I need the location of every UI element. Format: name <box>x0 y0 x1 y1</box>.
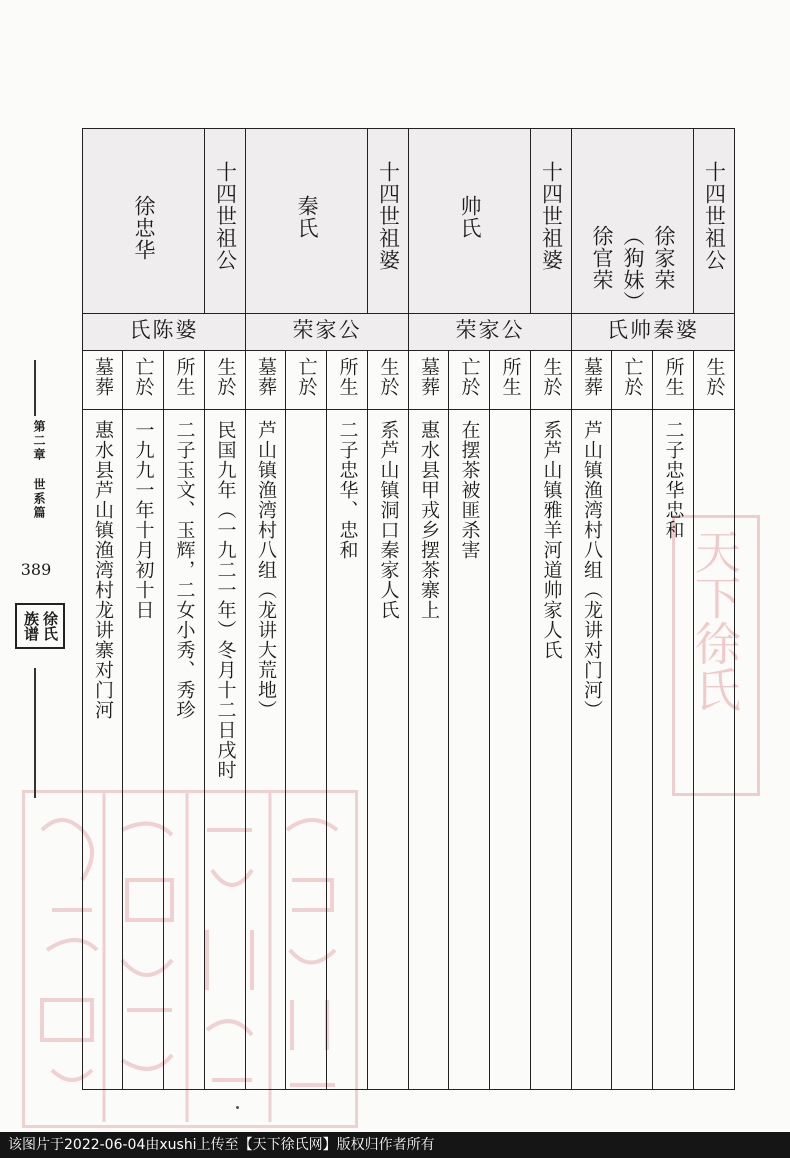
field-label-text: 生於 <box>540 357 563 397</box>
field-label <box>286 351 327 410</box>
watermark-text: 天下徐氏 <box>688 528 742 712</box>
field-label <box>694 351 735 410</box>
field-label <box>653 351 694 410</box>
burial-value: 惠水县甲戎乡摆茶寨上 <box>418 420 441 620</box>
chapter-title: 第二章 世系篇 <box>32 420 46 520</box>
generation-label: 十四世祖婆 <box>539 161 564 271</box>
field-value <box>612 410 653 1090</box>
field-label <box>490 351 531 410</box>
field-label <box>612 351 653 410</box>
member-name-cell <box>409 129 531 314</box>
field-value <box>531 410 572 1090</box>
field-label <box>531 351 572 410</box>
burial-value: 惠水县芦山镇渔湾村龙讲寨对门河 <box>92 420 114 720</box>
field-label <box>246 351 286 410</box>
field-value <box>205 410 246 1090</box>
generation-label: 十四世祖公 <box>213 161 238 271</box>
member-name: 帅氏 <box>458 195 483 239</box>
field-label-text: 亡於 <box>621 357 644 397</box>
field-label-text: 亡於 <box>295 357 318 397</box>
upload-footer: 该图片于2022-06-04由xushi上传至【天下徐氏网】版权归作者所有 <box>0 1132 790 1158</box>
spouse-label: 荣家公 <box>246 314 409 351</box>
field-label-text: 墓葬 <box>581 357 604 397</box>
field-label-text: 所生 <box>499 357 522 397</box>
member-name-cell <box>83 129 205 314</box>
generation-label: 十四世祖婆 <box>376 161 401 271</box>
field-label-text: 亡於 <box>458 357 481 397</box>
field-value <box>327 410 368 1090</box>
page-speck <box>236 1106 239 1109</box>
birth-value: 民国九年（一九二一年）冬月十二日戌时 <box>214 420 237 780</box>
spouse-label: 氏帅秦婆 <box>572 314 735 351</box>
member-name-cell <box>246 129 368 314</box>
birth-value: 系芦山镇雅羊河道帅家人氏 <box>540 420 563 660</box>
field-label <box>368 351 409 410</box>
member-alias: （狗妹） <box>621 225 646 313</box>
field-label-text: 亡於 <box>132 357 155 397</box>
generation-header <box>368 129 409 314</box>
field-value <box>246 410 286 1090</box>
death-value: 在摆茶被匪杀害 <box>458 420 481 560</box>
side-rule-top <box>34 360 36 416</box>
field-label <box>83 351 123 410</box>
field-value <box>490 410 531 1090</box>
field-label-text: 所生 <box>662 357 685 397</box>
logo-right-text: 徐氏 <box>41 611 59 641</box>
field-value <box>123 410 164 1090</box>
field-label-text: 生於 <box>214 357 237 397</box>
member-name: 徐官荣 <box>590 225 615 291</box>
member-name: 徐忠华 <box>132 195 156 261</box>
field-value <box>694 410 735 1090</box>
field-value <box>368 410 409 1090</box>
genealogy-table <box>82 128 735 1090</box>
burial-value: 芦山镇渔湾村八组（龙讲对门河） <box>581 420 604 720</box>
field-value <box>409 410 449 1090</box>
field-label-text: 生於 <box>377 357 400 397</box>
field-label <box>123 351 164 410</box>
member-name-cell <box>572 129 694 314</box>
side-rule-bottom <box>34 668 36 798</box>
burial-value: 芦山镇渔湾村八组（龙讲大荒地） <box>255 420 278 720</box>
field-value <box>653 410 694 1090</box>
genealogy-logo <box>15 603 65 649</box>
generation-header <box>694 129 735 314</box>
field-label-text: 所生 <box>336 357 359 397</box>
member-names <box>572 129 693 313</box>
children-value: 二子玉文、玉辉，二女小秀、秀珍 <box>173 420 196 720</box>
spouse-label: 氏陈婆 <box>83 314 246 351</box>
field-label <box>164 351 205 410</box>
field-label-text: 墓葬 <box>255 357 278 397</box>
children-value: 二子忠华忠和 <box>662 420 685 540</box>
field-label-text: 墓葬 <box>92 357 114 397</box>
field-value <box>83 410 123 1090</box>
field-value <box>449 410 490 1090</box>
member-name: 秦氏 <box>295 195 320 239</box>
field-label-text: 墓葬 <box>418 357 441 397</box>
children-value: 二子忠华、忠和 <box>336 420 359 560</box>
field-label-text: 生於 <box>703 357 726 397</box>
field-value <box>164 410 205 1090</box>
page-number: 389 <box>20 560 52 579</box>
death-value: 一九九一年十月初十日 <box>132 420 155 620</box>
member-name: 徐家荣 <box>652 225 677 291</box>
field-label <box>409 351 449 410</box>
spouse-label: 荣家公 <box>409 314 572 351</box>
field-value <box>572 410 612 1090</box>
field-label <box>205 351 246 410</box>
field-label-text: 所生 <box>173 357 196 397</box>
field-label <box>327 351 368 410</box>
generation-label: 十四世祖公 <box>702 161 727 271</box>
logo-left-text: 族谱 <box>22 611 40 641</box>
generation-header <box>205 129 246 314</box>
field-value <box>286 410 327 1090</box>
birth-value: 系芦山镇洞口秦家人氏 <box>377 420 400 620</box>
generation-header <box>531 129 572 314</box>
field-label <box>449 351 490 410</box>
field-label <box>572 351 612 410</box>
